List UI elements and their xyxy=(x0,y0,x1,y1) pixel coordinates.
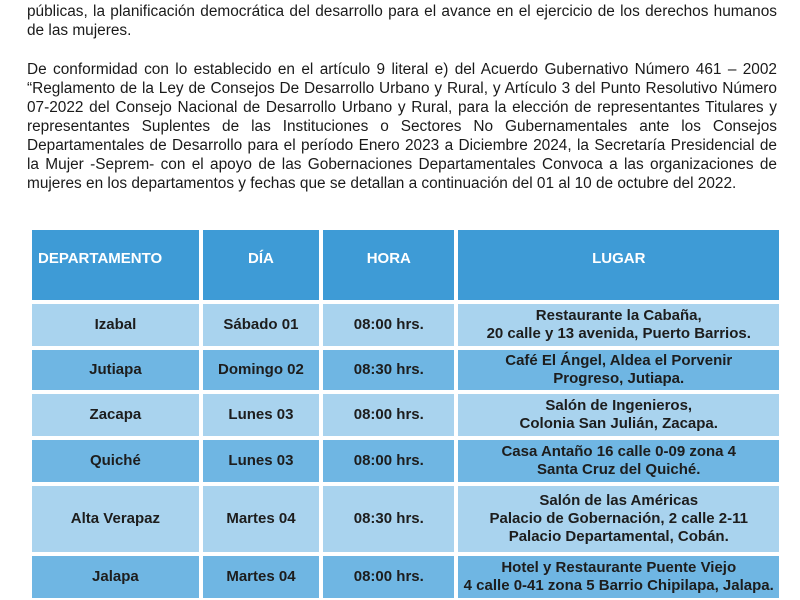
header-lugar: LUGAR xyxy=(458,230,779,300)
cell-hora: 08:00 hrs. xyxy=(323,440,454,482)
table-row xyxy=(32,556,779,598)
lugar-line: Palacio de Gobernación, 2 calle 2-11 xyxy=(489,510,748,527)
schedule-table-container xyxy=(28,226,783,600)
cell-departamento: Izabal xyxy=(32,304,199,346)
lugar-line: 4 calle 0-41 zona 5 Barrio Chipilapa, Jalapa. xyxy=(463,577,774,594)
lugar-line: Salón de Ingenieros, xyxy=(545,397,693,414)
lugar-line: Colonia San Julián, Zacapa. xyxy=(519,415,718,432)
lugar-line: Casa Antaño 16 calle 0-09 zona 4 xyxy=(501,443,737,460)
cell-dia: Martes 04 xyxy=(203,556,319,598)
lugar-line: Palacio Departamental, Cobán. xyxy=(508,528,729,545)
table-header-row xyxy=(32,230,779,300)
cell-hora: 08:00 hrs. xyxy=(323,394,454,436)
cell-dia: Domingo 02 xyxy=(203,350,319,390)
lugar-line: 20 calle y 13 avenida, Puerto Barrios. xyxy=(486,325,751,342)
table-row xyxy=(32,350,779,390)
cell-lugar xyxy=(458,486,779,552)
cell-lugar xyxy=(458,304,779,346)
cell-hora: 08:00 hrs. xyxy=(323,304,454,346)
lugar-line: Progreso, Jutiapa. xyxy=(553,370,685,387)
lugar-line: Hotel y Restaurante Puente Viejo xyxy=(501,559,737,576)
header-hora: HORA xyxy=(323,230,454,300)
schedule-table xyxy=(28,226,783,600)
cell-lugar xyxy=(458,394,779,436)
cell-departamento: Quiché xyxy=(32,440,199,482)
cell-departamento: Jutiapa xyxy=(32,350,199,390)
cell-departamento: Jalapa xyxy=(32,556,199,598)
cell-dia: Lunes 03 xyxy=(203,394,319,436)
lugar-line: Restaurante la Cabaña, xyxy=(535,307,702,324)
table-row xyxy=(32,304,779,346)
cell-lugar xyxy=(458,440,779,482)
lugar-line: Café El Ángel, Aldea el Porvenir xyxy=(505,352,733,369)
cell-hora: 08:30 hrs. xyxy=(323,350,454,390)
header-departamento: DEPARTAMENTO xyxy=(32,230,199,300)
table-row xyxy=(32,440,779,482)
lugar-line: Santa Cruz del Quiché. xyxy=(537,461,701,478)
cell-hora: 08:00 hrs. xyxy=(323,556,454,598)
cell-departamento: Zacapa xyxy=(32,394,199,436)
header-dia: DÍA xyxy=(203,230,319,300)
cell-lugar xyxy=(458,556,779,598)
cell-dia: Martes 04 xyxy=(203,486,319,552)
table-row xyxy=(32,486,779,552)
cell-hora: 08:30 hrs. xyxy=(323,486,454,552)
intro-paragraph-2: De conformidad con lo establecido en el artículo 9 literal e) del Acuerdo Gubernativo Número 461 – 2002 “Reglamento de la Ley de Consejos De Desarrollo Urbano y Rural, y Artículo 3 del Punto Resolutivo Número 07-2022 del Consejo Nacional de Desarrollo Urbano y Rural, para la elección de representantes Titulares y representantes Suplentes de las Instituciones o Sectores No Gubernamentales ante los Consejos Departamentales de Desarrollo para el período Enero 2023 a Diciembre 2024, la Secretaría Presidencial de la Mujer -Seprem- con el apoyo de las Gobernaciones Departamentales Convoca a las organizaciones de mujeres en los departamentos y fechas que se detallan a continuación del 01 al 10 de octubre del 2022. xyxy=(27,61,777,192)
intro-paragraph-1: públicas, la planificación democrática del desarrollo para el avance en el ejercicio de los derechos humanos de las mujeres. xyxy=(27,3,777,39)
cell-dia: Sábado 01 xyxy=(203,304,319,346)
cell-lugar xyxy=(458,350,779,390)
cell-departamento: Alta Verapaz xyxy=(32,486,199,552)
table-row xyxy=(32,394,779,436)
cell-dia: Lunes 03 xyxy=(203,440,319,482)
lugar-line: Salón de las Américas xyxy=(539,492,699,509)
